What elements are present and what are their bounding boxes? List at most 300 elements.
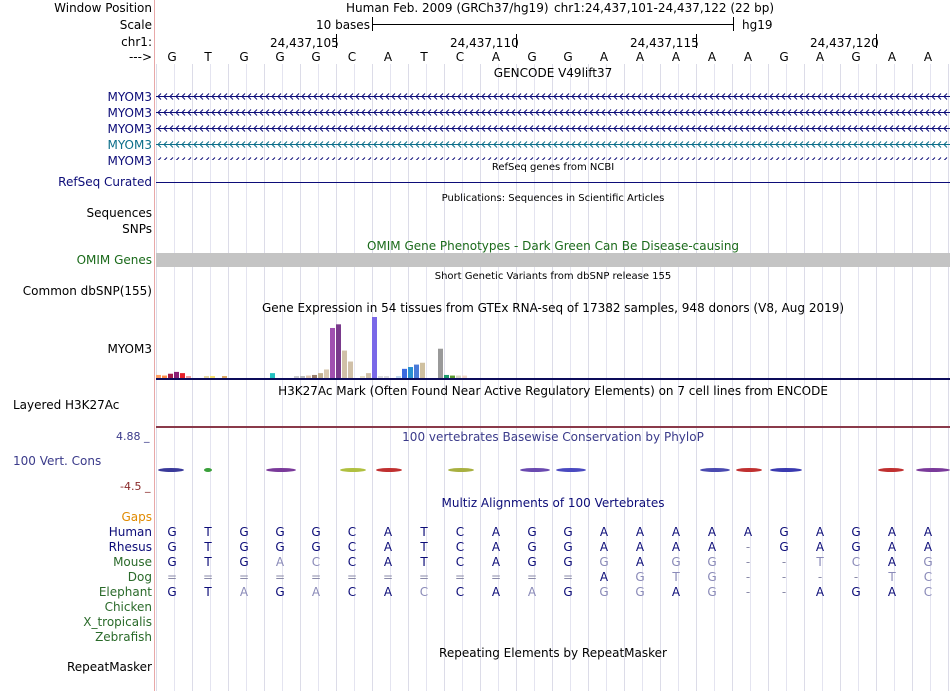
coord-tick-3: 24,437,115 [630,36,699,50]
gtex-axis [156,378,950,380]
strand-arrow [662,158,665,161]
strand-arrow [404,158,407,161]
multiz-base: A [491,525,501,539]
multiz-base: A [707,540,717,554]
gtex-tissue-bar [162,376,167,378]
multiz-base: C [347,585,357,599]
gtex-tissue-bar [378,376,383,378]
dna-base: A [923,50,933,64]
conservation-glyph [340,468,366,472]
multiz-base: G [707,585,717,599]
coord-tick-marks [0,34,950,50]
strand-arrow [656,158,659,161]
gencode-track-title: GENCODE V49lift37 [493,66,613,80]
conservation-glyph [204,468,212,472]
multiz-base: T [672,570,680,584]
multiz-base: G [275,540,285,554]
multiz-base: = [490,570,502,584]
strand-arrow [182,158,185,161]
gtex-tissue-bar [408,367,413,378]
multiz-base: G [707,570,717,584]
gencode-transcript-label[interactable]: MYOM3 [107,154,152,168]
strand-arrow [560,158,563,161]
omim-bar[interactable] [156,253,950,267]
multiz-base: T [816,555,824,569]
dbsnp-label[interactable]: Common dbSNP(155) [22,284,152,298]
strand-arrow [650,158,653,161]
multiz-species-label[interactable]: Chicken [104,600,152,614]
conservation-glyph [556,468,586,472]
strand-arrow [350,158,353,161]
gtex-tissue-bar [306,376,311,378]
multiz-base: A [599,570,609,584]
scale-label: Scale [119,18,152,32]
strand-arrow [752,158,755,161]
refseq-line[interactable] [156,182,950,183]
multiz-base: T [888,570,896,584]
h3k27ac-label[interactable]: Layered H3K27Ac [13,398,120,412]
strand-arrow [578,158,581,161]
strand-arrow [500,158,503,161]
multiz-base: C [923,585,933,599]
strand-arrow [848,158,851,161]
strand-arrow [542,158,545,161]
multiz-base: G [563,525,573,539]
multiz-base: A [491,540,501,554]
strand-arrow [476,158,479,161]
gencode-transcript-label[interactable]: MYOM3 [107,122,152,136]
strand-arrow [344,158,347,161]
strand-arrow [410,158,413,161]
conservation-plot[interactable] [156,460,950,480]
strand-arrow [626,158,629,161]
strand-arrow [920,158,923,161]
multiz-base: A [383,540,393,554]
multiz-base: A [815,585,825,599]
multiz-base: C [347,555,357,569]
strand-arrow [338,158,341,161]
dna-base: G [275,50,285,64]
multiz-base: T [204,540,212,554]
strand-arrow [866,158,869,161]
dna-base: G [563,50,573,64]
multiz-base: G [779,525,789,539]
gtex-tissue-bar [312,375,317,378]
gtex-tissue-bar [324,369,329,378]
strand-arrow [824,158,827,161]
gtex-tissue-bar [360,376,365,378]
multiz-species-label[interactable]: Mouse [113,555,152,569]
scale-bases-text: 10 bases [316,18,370,32]
gtex-tissue-bar [450,376,455,378]
dna-base: T [204,50,212,64]
strand-arrow [260,158,263,161]
multiz-base: - [781,555,787,569]
strand-arrow [230,158,233,161]
multiz-base: A [887,555,897,569]
strand-arrow [674,158,677,161]
gtex-tissue-bar [366,373,371,378]
multiz-base: A [671,540,681,554]
multiz-base: G [851,540,861,554]
multiz-base: A [635,525,645,539]
strand-arrow [416,158,419,161]
strand-arrow [482,158,485,161]
strand-arrow [794,158,797,161]
strand-arrow [470,158,473,161]
strand-arrow [398,158,401,161]
dna-base: A [383,50,393,64]
strand-arrow [290,158,293,161]
strand-arrow [944,158,947,161]
strand-arrow [374,158,377,161]
multiz-base: = [418,570,430,584]
dna-base: A [815,50,825,64]
strand-arrow [602,158,605,161]
multiz-species-label[interactable]: Dog [127,570,152,584]
multiz-base: G [311,525,321,539]
strand-arrow [212,158,215,161]
strand-arrow [302,158,305,161]
strand-arrow [746,158,749,161]
strand-arrow [494,158,497,161]
multiz-base: G [635,570,645,584]
dna-base: A [707,50,717,64]
strand-arrow [524,158,527,161]
dna-base: C [347,50,357,64]
strand-arrow [314,158,317,161]
dna-base: A [887,50,897,64]
strand-arrow [830,158,833,161]
multiz-base: = [274,570,286,584]
strand-arrow [878,158,881,161]
conservation-label[interactable]: 100 Vert. Cons [13,454,102,468]
strand-arrow [812,158,815,161]
multiz-base: - [745,555,751,569]
multiz-base: A [383,525,393,539]
multiz-base: A [527,585,537,599]
strand-arrow [620,158,623,161]
gtex-tissue-bar [342,351,347,378]
strand-arrow [860,158,863,161]
left-pane-divider [154,0,155,691]
multiz-base: A [383,555,393,569]
multiz-base: G [167,585,177,599]
multiz-base: G [851,585,861,599]
strand-arrow [236,158,239,161]
strand-arrow [770,158,773,161]
strand-arrow [722,158,725,161]
multiz-base: T [420,525,428,539]
multiz-base: C [923,570,933,584]
strand-arrow [788,158,791,161]
multiz-base: - [745,540,751,554]
multiz-base: G [527,540,537,554]
gtex-tissue-bar [294,376,299,378]
multiz-base: A [815,540,825,554]
multiz-base: A [599,525,609,539]
strand-arrow [422,158,425,161]
gtex-tissue-bar [444,375,449,378]
strand-arrow [392,158,395,161]
strand-arrow [908,158,911,161]
conservation-glyph [700,468,730,472]
strand-arrow [854,158,857,161]
strand-arrow [716,158,719,161]
strand-label: ---> [128,50,152,64]
strand-arrow [890,158,893,161]
gtex-tissue-bar [462,376,467,378]
multiz-base: A [923,525,933,539]
dna-base: G [851,50,861,64]
omim-label[interactable]: OMIM Genes [76,253,152,267]
conservation-min: -4.5 _ [120,480,151,493]
multiz-base: C [347,540,357,554]
snps-label[interactable]: SNPs [122,222,152,236]
strand-arrow [320,158,323,161]
multiz-base: A [671,525,681,539]
multiz-species-label[interactable]: Human [108,525,152,539]
multiz-species-label[interactable]: X_tropicalis [83,615,152,629]
dbsnp-track-title: Short Genetic Variants from dbSNP release 155 [434,271,672,282]
multiz-base: A [383,585,393,599]
strand-arrow [506,158,509,161]
multiz-base: G [275,585,285,599]
gtex-tissue-bar [384,376,389,378]
dna-base: G [779,50,789,64]
strand-arrow [278,158,281,161]
strand-arrow [188,158,191,161]
multiz-species-label[interactable]: Zebrafish [95,630,152,644]
conservation-glyph [736,468,762,472]
multiz-base: A [239,585,249,599]
multiz-base: C [455,585,465,599]
multiz-base: A [311,585,321,599]
refseq-track-title: RefSeq genes from NCBI [491,162,615,173]
refseq-label[interactable]: RefSeq Curated [58,175,152,189]
gtex-tissue-bar [330,328,335,378]
multiz-base: G [167,540,177,554]
strand-arrow [872,158,875,161]
gencode-transcript-label[interactable]: MYOM3 [107,90,152,104]
gtex-tissue-bar [372,317,377,378]
gtex-bar-chart[interactable] [156,315,950,382]
gtex-tissue-bar [402,369,407,378]
multiz-base: = [454,570,466,584]
dna-base: G [239,50,249,64]
dna-base: C [455,50,465,64]
strand-arrow [686,158,689,161]
multiz-base: G [239,555,249,569]
multiz-base: A [635,555,645,569]
sequences-label[interactable]: Sequences [86,206,152,220]
strand-arrow [758,158,761,161]
strand-arrow [266,158,269,161]
strand-arrow [932,158,935,161]
strand-arrow [554,158,557,161]
strand-arrow [614,158,617,161]
multiz-base: = [526,570,538,584]
gtex-tissue-bar [156,375,161,378]
gencode-transcript-label[interactable]: MYOM3 [107,138,152,152]
publications-track-title: Publications: Sequences in Scientific Articles [441,193,665,204]
multiz-base: C [347,525,357,539]
multiz-base: C [311,555,321,569]
strand-arrow [224,158,227,161]
multiz-base: G [563,585,573,599]
region-text: chr1:24,437,101-24,437,122 (22 bp) [554,1,775,15]
dna-base: G [527,50,537,64]
strand-arrow [488,158,491,161]
gtex-tissue-bar [270,373,275,378]
multiz-base: A [275,555,285,569]
strand-arrow [836,158,839,161]
dna-base: A [671,50,681,64]
strand-arrow [740,158,743,161]
strand-arrow [914,158,917,161]
dna-base: A [491,50,501,64]
multiz-base: = [346,570,358,584]
scale-bar [372,17,734,31]
gtex-tissue-bar [204,376,209,378]
assembly-title: Human Feb. 2009 (GRCh37/hg19) [346,1,549,15]
repeatmasker-label[interactable]: RepeatMasker [66,660,152,674]
multiz-base: G [635,585,645,599]
multiz-base: A [671,585,681,599]
strand-arrow [332,158,335,161]
strand-arrow [776,158,779,161]
multiz-base: G [527,525,537,539]
multiz-base: A [491,585,501,599]
conservation-glyph [158,468,184,472]
strand-arrow [434,158,437,161]
strand-arrow [704,158,707,161]
multiz-base: G [779,540,789,554]
strand-arrow [764,158,767,161]
strand-arrow [440,158,443,161]
gtex-tissue-bar [420,363,425,378]
gtex-tissue-bar [336,324,341,378]
strand-arrow [386,158,389,161]
strand-arrow [566,158,569,161]
strand-arrow [902,158,905,161]
multiz-base: G [527,555,537,569]
strand-arrow [530,158,533,161]
multiz-base: G [707,555,717,569]
conservation-track-title: 100 vertebrates Basewise Conservation by PhyloP [402,430,704,444]
strand-arrow [176,158,179,161]
multiz-base: - [817,570,823,584]
gtex-tissue-bar [174,372,179,378]
multiz-base: G [563,555,573,569]
strand-arrow [272,158,275,161]
gencode-transcripts[interactable] [156,80,950,160]
multiz-base: - [745,585,751,599]
strand-arrow [782,158,785,161]
strand-arrow [842,158,845,161]
multiz-species-label[interactable]: Gaps [121,510,152,524]
chr-label: chr1: [121,35,152,49]
multiz-base: G [275,525,285,539]
strand-arrow [668,158,671,161]
scale-assembly-text: hg19 [742,18,773,32]
multiz-base: = [382,570,394,584]
multiz-base: C [455,540,465,554]
multiz-base: G [239,525,249,539]
strand-arrow [806,158,809,161]
strand-arrow [428,158,431,161]
strand-arrow [368,158,371,161]
strand-arrow [818,158,821,161]
strand-arrow [362,158,365,161]
strand-arrow [326,158,329,161]
multiz-base: G [167,555,177,569]
strand-arrow [248,158,251,161]
conservation-glyph [916,468,950,472]
gtex-label[interactable]: MYOM3 [107,342,152,356]
multiz-species-label[interactable]: Elephant [98,585,152,599]
dna-base: T [420,50,428,64]
multiz-base: T [204,555,212,569]
strand-arrow [452,158,455,161]
multiz-base: G [599,585,609,599]
conservation-glyph [770,468,802,472]
multiz-base: G [851,525,861,539]
multiz-base: T [420,540,428,554]
gtex-tissue-bar [222,376,227,378]
coord-tick-2: 24,437,110 [450,36,519,50]
strand-arrow [536,158,539,161]
strand-arrow [464,158,467,161]
multiz-base: G [239,540,249,554]
gencode-transcript-label[interactable]: MYOM3 [107,106,152,120]
conservation-glyph [520,468,550,472]
dna-base: G [311,50,321,64]
multiz-base: T [204,525,212,539]
multiz-base: A [887,585,897,599]
strand-arrow [254,158,257,161]
strand-arrow [938,158,941,161]
strand-arrow [698,158,701,161]
strand-arrow [218,158,221,161]
strand-arrow [194,158,197,161]
h3k27ac-baseline [156,426,950,428]
gtex-tissue-bar [396,376,401,378]
multiz-base: A [707,525,717,539]
coord-tick-1: 24,437,105 [270,36,339,50]
strand-arrow [584,158,587,161]
dna-base: A [743,50,753,64]
multiz-base: A [815,525,825,539]
strand-arrow [296,158,299,161]
multiz-base: A [923,540,933,554]
gtex-tissue-bar [348,362,353,378]
multiz-base: - [781,585,787,599]
strand-arrow [206,158,209,161]
coord-tick-4: 24,437,120 [810,36,879,50]
multiz-base: = [562,570,574,584]
gtex-tissue-bar [438,349,443,378]
strand-arrow [572,158,575,161]
multiz-base: G [599,555,609,569]
gtex-track-title: Gene Expression in 54 tissues from GTEx RNA-seq of 17382 samples, 948 donors (V8, Aug 2019) [261,301,845,315]
gtex-tissue-bar [168,374,173,378]
strand-arrow [680,158,683,161]
strand-arrow [446,158,449,161]
dna-base: A [635,50,645,64]
multiz-species-label[interactable]: Rhesus [108,540,152,554]
multiz-base: A [887,525,897,539]
